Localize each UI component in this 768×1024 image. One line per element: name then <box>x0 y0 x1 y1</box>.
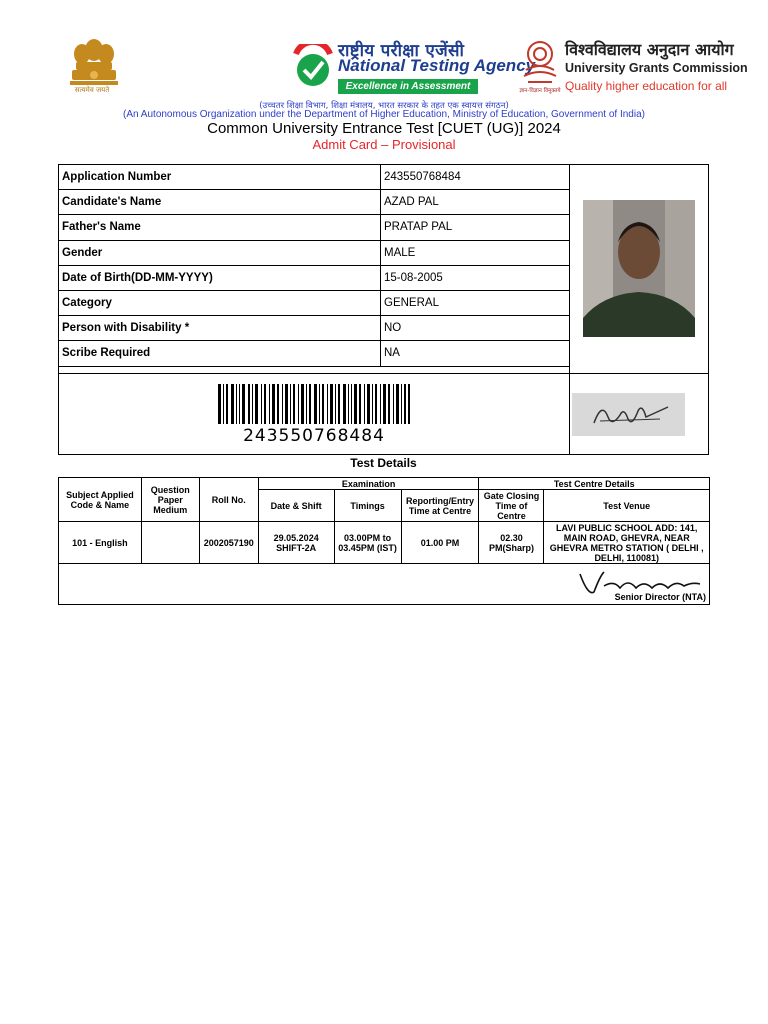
ugc-logo-caption: ज्ञान-विज्ञान विमुक्तये <box>519 88 561 94</box>
barcode-number: 243550768484 <box>243 426 385 446</box>
column-header: Gate Closing Time of Centre <box>479 490 544 522</box>
divider <box>58 373 709 374</box>
date-shift-cell: 29.05.2024 SHIFT-2A <box>258 522 334 564</box>
subject-cell: 101 - English <box>59 522 142 564</box>
medium-cell <box>141 522 199 564</box>
column-header: Date & Shift <box>258 490 334 522</box>
divider <box>569 373 570 455</box>
column-header: Test Venue <box>544 490 710 522</box>
field-label: Candidate's Name <box>59 190 381 215</box>
candidate-signature <box>572 393 685 436</box>
venue-cell: LAVI PUBLIC SCHOOL ADD: 141, MAIN ROAD, GHEVRA, NEAR GHEVRA METRO STATION ( DELHI , DELHI, 110081) <box>544 522 710 564</box>
field-value: PRATAP PAL <box>381 215 570 240</box>
roll-number-cell: 2002057190 <box>199 522 258 564</box>
org-description: (An Autonomous Organization under the Department of Higher Education, Ministry of Education, Government of India) <box>123 109 645 120</box>
section-title: Test Details <box>350 456 417 470</box>
column-header: Subject Applied Code & Name <box>59 478 142 522</box>
field-value: 243550768484 <box>381 165 570 190</box>
ugc-tagline: Quality higher education for all <box>565 79 728 93</box>
field-label: Date of Birth(DD-MM-YYYY) <box>59 265 381 290</box>
timings-cell: 03.00PM to 03.45PM (IST) <box>334 522 401 564</box>
table-row <box>59 190 570 215</box>
table-row <box>59 265 570 290</box>
ugc-name-hindi: विश्वविद्यालय अनुदान आयोग <box>565 40 734 59</box>
field-label: Category <box>59 290 381 315</box>
table-row <box>59 341 570 366</box>
nta-name-hindi: राष्ट्रीय परीक्षा एजेंसी <box>338 41 465 61</box>
page-title: Common University Entrance Test [CUET (UG)] 2024 <box>207 120 561 137</box>
field-label: Person with Disability * <box>59 316 381 341</box>
table-row <box>59 522 710 564</box>
column-header: Timings <box>334 490 401 522</box>
ugc-name: University Grants Commission <box>565 61 748 75</box>
column-header: Question Paper Medium <box>141 478 199 522</box>
field-value: AZAD PAL <box>381 190 570 215</box>
column-header: Roll No. <box>199 478 258 522</box>
table-row <box>59 165 570 190</box>
field-value: GENERAL <box>381 290 570 315</box>
field-label: Gender <box>59 240 381 265</box>
barcode-icon <box>218 384 410 424</box>
field-value: NA <box>381 341 570 366</box>
ugc-logo-icon <box>520 38 560 86</box>
gate-closing-cell: 02.30 PM(Sharp) <box>479 522 544 564</box>
field-label: Father's Name <box>59 215 381 240</box>
reporting-time-cell: 01.00 PM <box>401 522 479 564</box>
emblem-caption: सत्यमेव जयते <box>74 86 110 94</box>
page-subtitle: Admit Card – Provisional <box>312 137 456 152</box>
field-value: MALE <box>381 240 570 265</box>
field-label: Application Number <box>59 165 381 190</box>
column-header: Reporting/Entry Time at Centre <box>401 490 479 522</box>
nta-name: National Testing Agency <box>338 56 536 75</box>
table-row <box>59 240 570 265</box>
director-label: Senior Director (NTA) <box>614 592 706 602</box>
table-row <box>59 316 570 341</box>
test-details-table <box>58 477 710 564</box>
candidate-details-table <box>58 164 570 367</box>
nta-tagline: Excellence in Assessment <box>338 79 478 94</box>
org-description-hindi: (उच्चतर शिक्षा विभाग, शिक्षा मंत्रालय, भारत सरकार के तहत एक स्वायत्त संगठन) <box>259 101 509 111</box>
field-value: NO <box>381 316 570 341</box>
table-row <box>59 215 570 240</box>
table-header-row <box>59 478 710 490</box>
candidate-photo <box>583 200 695 337</box>
column-header: Examination <box>258 478 479 490</box>
column-header: Test Centre Details <box>479 478 710 490</box>
field-label: Scribe Required <box>59 341 381 366</box>
table-row <box>59 290 570 315</box>
field-value: 15-08-2005 <box>381 265 570 290</box>
nta-logo-icon <box>292 44 334 88</box>
